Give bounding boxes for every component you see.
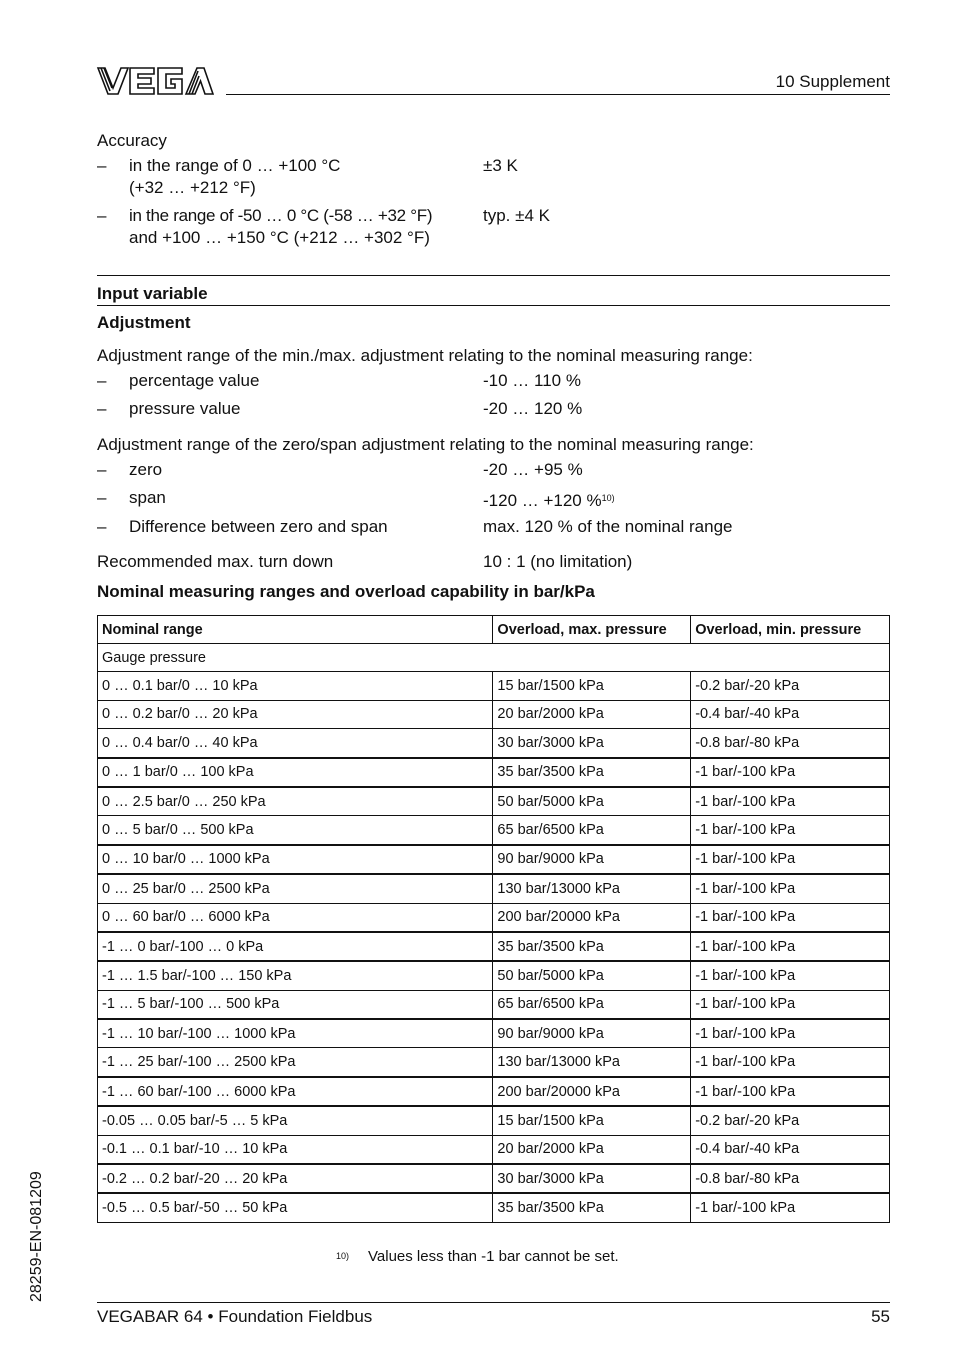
table-row bbox=[98, 1193, 890, 1222]
zerospan-item-value: -20 … +95 % bbox=[483, 460, 583, 479]
table-row bbox=[98, 700, 890, 728]
overload-min-cell: -1 bar/-100 kPa bbox=[691, 961, 890, 990]
list-dash: – bbox=[97, 371, 107, 390]
accuracy-item-1-value: ±3 K bbox=[483, 156, 518, 175]
list-dash: – bbox=[97, 156, 107, 175]
footnote-mark: 10) bbox=[336, 1251, 350, 1261]
nominal-range-cell: 0 … 5 bar/0 … 500 kPa bbox=[98, 816, 493, 845]
measuring-ranges-table bbox=[97, 615, 890, 1223]
overload-min-cell: -1 bar/-100 kPa bbox=[691, 787, 890, 816]
accuracy-item-2-line1: in the range of -50 … 0 °C (-58 … +32 °F) bbox=[129, 206, 433, 225]
input-variable-heading: Input variable bbox=[97, 284, 208, 303]
turndown-label: Recommended max. turn down bbox=[97, 552, 334, 571]
zerospan-item-value: max. 120 % of the nominal range bbox=[483, 517, 733, 536]
table-row bbox=[98, 932, 890, 961]
column-header: Nominal range bbox=[98, 616, 493, 644]
nominal-range-cell: 0 … 60 bar/0 … 6000 kPa bbox=[98, 903, 493, 932]
overload-max-cell: 20 bar/2000 kPa bbox=[493, 1135, 691, 1164]
overload-min-cell: -0.2 bar/-20 kPa bbox=[691, 672, 890, 700]
overload-min-cell: -1 bar/-100 kPa bbox=[691, 990, 890, 1019]
overload-max-cell: 30 bar/3000 kPa bbox=[493, 729, 691, 758]
nominal-range-cell: -1 … 60 bar/-100 … 6000 kPa bbox=[98, 1077, 493, 1106]
vega-logo bbox=[96, 64, 214, 98]
overload-max-cell: 65 bar/6500 kPa bbox=[493, 816, 691, 845]
footnote-text: Values less than -1 bar cannot be set. bbox=[368, 1248, 619, 1265]
overload-max-cell: 200 bar/20000 kPa bbox=[493, 903, 691, 932]
nominal-range-cell: -1 … 1.5 bar/-100 … 150 kPa bbox=[98, 961, 493, 990]
overload-max-cell: 200 bar/20000 kPa bbox=[493, 1077, 691, 1106]
accuracy-item-2-line2: and +100 … +150 °C (+212 … +302 °F) bbox=[129, 228, 430, 247]
header-rule bbox=[226, 94, 890, 95]
list-dash: – bbox=[97, 488, 107, 507]
section-rule-bottom bbox=[97, 305, 890, 306]
zerospan-item-label: span bbox=[129, 488, 166, 507]
table-row bbox=[98, 672, 890, 700]
overload-max-cell: 50 bar/5000 kPa bbox=[493, 961, 691, 990]
overload-min-cell: -1 bar/-100 kPa bbox=[691, 845, 890, 874]
table-row bbox=[98, 758, 890, 787]
minmax-item-value: -20 … 120 % bbox=[483, 399, 583, 418]
table-row bbox=[98, 845, 890, 874]
zerospan-item-label: zero bbox=[129, 460, 163, 479]
table-heading: Nominal measuring ranges and overload capability in bar/kPa bbox=[97, 582, 595, 601]
nominal-range-cell: -0.1 … 0.1 bar/-10 … 10 kPa bbox=[98, 1135, 493, 1164]
list-dash: – bbox=[97, 517, 107, 536]
overload-max-cell: 35 bar/3500 kPa bbox=[493, 1193, 691, 1222]
table-row bbox=[98, 1164, 890, 1193]
accuracy-item-1-line2: (+32 … +212 °F) bbox=[129, 178, 256, 197]
zerospan-intro: Adjustment range of the zero/span adjustment relating to the nominal measuring range: bbox=[97, 435, 754, 454]
overload-max-cell: 15 bar/1500 kPa bbox=[493, 672, 691, 700]
nominal-range-cell: 0 … 1 bar/0 … 100 kPa bbox=[98, 758, 493, 787]
table-row bbox=[98, 1019, 890, 1048]
overload-min-cell: -1 bar/-100 kPa bbox=[691, 1193, 890, 1222]
overload-max-cell: 30 bar/3000 kPa bbox=[493, 1164, 691, 1193]
overload-min-cell: -0.4 bar/-40 kPa bbox=[691, 700, 890, 728]
nominal-range-cell: 0 … 2.5 bar/0 … 250 kPa bbox=[98, 787, 493, 816]
overload-min-cell: -0.2 bar/-20 kPa bbox=[691, 1106, 890, 1135]
minmax-item-label: pressure value bbox=[129, 399, 241, 418]
span-value-text: -120 … +120 % bbox=[483, 491, 602, 510]
overload-min-cell: -1 bar/-100 kPa bbox=[691, 1019, 890, 1048]
list-dash: – bbox=[97, 460, 107, 479]
overload-min-cell: -1 bar/-100 kPa bbox=[691, 932, 890, 961]
nominal-range-cell: -0.2 … 0.2 bar/-20 … 20 kPa bbox=[98, 1164, 493, 1193]
accuracy-title: Accuracy bbox=[97, 131, 167, 150]
section-rule-top bbox=[97, 275, 890, 276]
overload-min-cell: -1 bar/-100 kPa bbox=[691, 1048, 890, 1077]
overload-max-cell: 15 bar/1500 kPa bbox=[493, 1106, 691, 1135]
table-row bbox=[98, 729, 890, 758]
document-code: 28259-EN-081209 bbox=[28, 1171, 45, 1302]
overload-min-cell: -1 bar/-100 kPa bbox=[691, 874, 890, 903]
overload-max-cell: 20 bar/2000 kPa bbox=[493, 700, 691, 728]
overload-min-cell: -1 bar/-100 kPa bbox=[691, 1077, 890, 1106]
nominal-range-cell: 0 … 10 bar/0 … 1000 kPa bbox=[98, 845, 493, 874]
table-row bbox=[98, 816, 890, 845]
overload-max-cell: 65 bar/6500 kPa bbox=[493, 990, 691, 1019]
footnote-reference: 10) bbox=[601, 493, 615, 503]
list-dash: – bbox=[97, 206, 107, 225]
nominal-range-cell: -0.5 … 0.5 bar/-50 … 50 kPa bbox=[98, 1193, 493, 1222]
overload-min-cell: -0.4 bar/-40 kPa bbox=[691, 1135, 890, 1164]
overload-min-cell: -1 bar/-100 kPa bbox=[691, 903, 890, 932]
nominal-range-cell: 0 … 0.2 bar/0 … 20 kPa bbox=[98, 700, 493, 728]
minmax-item-label: percentage value bbox=[129, 371, 260, 390]
overload-max-cell: 35 bar/3500 kPa bbox=[493, 932, 691, 961]
accuracy-item-2-value: typ. ±4 K bbox=[483, 206, 550, 225]
table-group-row bbox=[98, 644, 890, 672]
table-row bbox=[98, 1106, 890, 1135]
overload-max-cell: 90 bar/9000 kPa bbox=[493, 845, 691, 874]
table-row bbox=[98, 1048, 890, 1077]
footer-title: VEGABAR 64 • Foundation Fieldbus bbox=[97, 1307, 373, 1326]
overload-max-cell: 130 bar/13000 kPa bbox=[493, 1048, 691, 1077]
table-row bbox=[98, 961, 890, 990]
overload-min-cell: -0.8 bar/-80 kPa bbox=[691, 1164, 890, 1193]
table-row bbox=[98, 990, 890, 1019]
overload-max-cell: 90 bar/9000 kPa bbox=[493, 1019, 691, 1048]
table-row bbox=[98, 903, 890, 932]
nominal-range-cell: 0 … 25 bar/0 … 2500 kPa bbox=[98, 874, 493, 903]
column-header: Overload, min. pressure bbox=[691, 616, 890, 644]
minmax-item-value: -10 … 110 % bbox=[483, 371, 581, 390]
nominal-range-cell: -1 … 25 bar/-100 … 2500 kPa bbox=[98, 1048, 493, 1077]
footer-rule bbox=[97, 1302, 890, 1303]
nominal-range-cell: 0 … 0.1 bar/0 … 10 kPa bbox=[98, 672, 493, 700]
overload-max-cell: 35 bar/3500 kPa bbox=[493, 758, 691, 787]
accuracy-item-1-line1: in the range of 0 … +100 °C bbox=[129, 156, 341, 175]
table-row bbox=[98, 1077, 890, 1106]
adjustment-heading: Adjustment bbox=[97, 313, 191, 332]
overload-min-cell: -1 bar/-100 kPa bbox=[691, 816, 890, 845]
column-header: Overload, max. pressure bbox=[493, 616, 691, 644]
zerospan-item-value bbox=[483, 487, 615, 512]
overload-max-cell: 130 bar/13000 kPa bbox=[493, 874, 691, 903]
table-row bbox=[98, 787, 890, 816]
overload-min-cell: -0.8 bar/-80 kPa bbox=[691, 729, 890, 758]
table-row bbox=[98, 1135, 890, 1164]
group-label: Gauge pressure bbox=[98, 644, 890, 672]
page-number: 55 bbox=[871, 1307, 890, 1326]
nominal-range-cell: -1 … 0 bar/-100 … 0 kPa bbox=[98, 932, 493, 961]
overload-min-cell: -1 bar/-100 kPa bbox=[691, 758, 890, 787]
overload-max-cell: 50 bar/5000 kPa bbox=[493, 787, 691, 816]
turndown-value: 10 : 1 (no limitation) bbox=[483, 552, 633, 571]
table-row bbox=[98, 874, 890, 903]
section-title: 10 Supplement bbox=[775, 72, 890, 91]
nominal-range-cell: 0 … 0.4 bar/0 … 40 kPa bbox=[98, 729, 493, 758]
table-header-row bbox=[98, 616, 890, 644]
nominal-range-cell: -1 … 10 bar/-100 … 1000 kPa bbox=[98, 1019, 493, 1048]
minmax-intro: Adjustment range of the min./max. adjustment relating to the nominal measuring range: bbox=[97, 346, 753, 365]
nominal-range-cell: -1 … 5 bar/-100 … 500 kPa bbox=[98, 990, 493, 1019]
list-dash: – bbox=[97, 399, 107, 418]
zerospan-item-label: Difference between zero and span bbox=[129, 517, 388, 536]
nominal-range-cell: -0.05 … 0.05 bar/-5 … 5 kPa bbox=[98, 1106, 493, 1135]
